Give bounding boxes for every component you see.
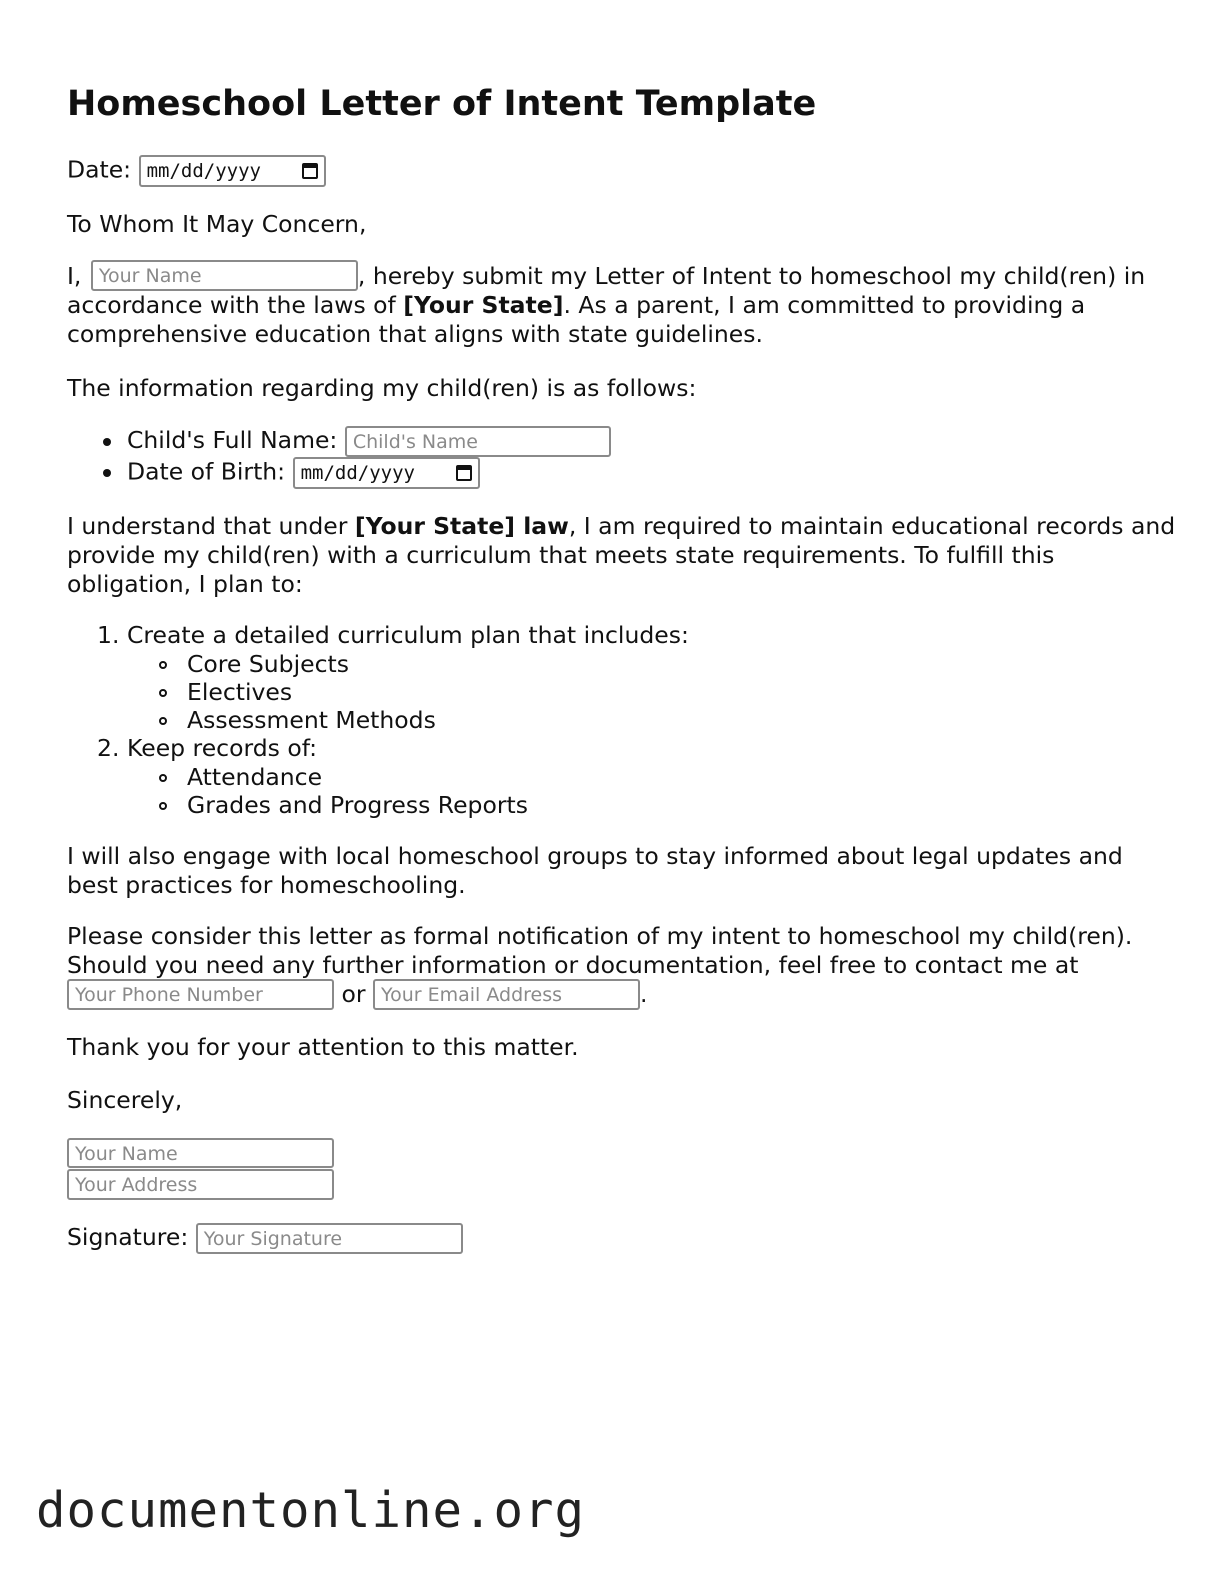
signature-input[interactable]: Your Signature: [196, 1223, 463, 1254]
email-input[interactable]: Your Email Address: [373, 979, 640, 1010]
plan-subitem: [67, 706, 1177, 734]
your-name-input[interactable]: Your Name: [91, 260, 358, 291]
contact-end: .: [640, 980, 648, 1008]
intro-prefix: I,: [67, 262, 82, 290]
intro-text-1: , hereby submit my Letter of Intent to homeschool my child(ren) in accordance with the laws of: [67, 262, 1146, 319]
closing-text: Sincerely,: [67, 1086, 183, 1114]
law-paragraph: [67, 512, 1177, 599]
page-title: Homeschool Letter of Intent Template: [67, 84, 817, 124]
intro-state: [Your State]: [403, 291, 564, 319]
signoff-address-input[interactable]: Your Address: [67, 1169, 334, 1200]
plan-subitem: [67, 763, 1177, 791]
contact-text: Please consider this letter as formal notification of my intent to homeschool my child(ren). Should you need any further information or documentation, feel free to contact me at: [67, 922, 1133, 979]
law-state: [Your State] law: [354, 512, 569, 540]
signature-row: [67, 1223, 1177, 1254]
child-name-input[interactable]: Child's Name: [345, 426, 611, 457]
signature-label: Signature:: [67, 1223, 189, 1251]
dob-label: Date of Birth:: [127, 457, 286, 486]
phone-input[interactable]: Your Phone Number: [67, 979, 334, 1010]
circle-bullet-icon: [159, 689, 167, 697]
groups-paragraph: I will also engage with local homeschool groups to stay informed about legal updates and best practices for homeschooling.: [67, 842, 1123, 899]
plan-subitem-label: Assessment Methods: [187, 706, 436, 734]
law-text-2: , I am required to maintain educational records and provide my child(ren) with a curriculum that meets state requirements. To fulfill this obligation, I plan to:: [67, 512, 1176, 598]
plan-number: 1.: [97, 621, 120, 649]
calendar-icon[interactable]: [456, 465, 472, 481]
date-input[interactable]: [139, 155, 326, 187]
child-name-label: Child's Full Name:: [127, 426, 338, 454]
watermark: documentonline.org: [36, 1482, 586, 1539]
bullet-icon: [103, 469, 111, 477]
plan-subitem: [67, 650, 1177, 678]
circle-bullet-icon: [159, 661, 167, 669]
plan-list: [67, 621, 1177, 819]
plan-item-2: [67, 734, 1177, 763]
plan-subitem-label: Core Subjects: [187, 650, 349, 678]
contact-paragraph: [67, 922, 1177, 1010]
plan-subitem: [67, 678, 1177, 706]
intro-text-2: . As a parent, I am committed to providing a comprehensive education that aligns with state guidelines.: [67, 291, 1086, 348]
plan-subitem-label: Electives: [187, 678, 293, 706]
plan-subitem-label: Attendance: [187, 763, 323, 791]
signoff-name-input[interactable]: Your Name: [67, 1138, 334, 1168]
plan-number: 2.: [97, 734, 120, 762]
signoff-fields: [67, 1138, 334, 1200]
list-item: [67, 426, 1177, 457]
dob-input[interactable]: [293, 457, 480, 489]
list-item: [67, 457, 1177, 488]
bullet-icon: [103, 438, 111, 446]
intro-paragraph: [67, 262, 1177, 349]
date-placeholder: mm/dd/yyyy: [146, 159, 261, 182]
date-row: [67, 155, 1177, 187]
circle-bullet-icon: [159, 802, 167, 810]
greeting: To Whom It May Concern,: [67, 210, 367, 238]
date-label: Date:: [67, 155, 132, 184]
plan-label: Create a detailed curriculum plan that includes:: [127, 621, 689, 649]
plan-item-1: [67, 621, 1177, 650]
calendar-icon[interactable]: [302, 163, 318, 179]
law-text-1: I understand that under: [67, 512, 355, 540]
child-info-intro: The information regarding my child(ren) is as follows:: [67, 374, 697, 402]
plan-label: Keep records of:: [127, 734, 318, 762]
circle-bullet-icon: [159, 774, 167, 782]
circle-bullet-icon: [159, 717, 167, 725]
plan-subitem: [67, 791, 1177, 819]
contact-or: or: [341, 980, 366, 1008]
thanks-text: Thank you for your attention to this matter.: [67, 1033, 579, 1061]
dob-placeholder: mm/dd/yyyy: [300, 461, 415, 484]
plan-subitem-label: Grades and Progress Reports: [187, 791, 528, 819]
child-fields-list: [67, 426, 1177, 488]
